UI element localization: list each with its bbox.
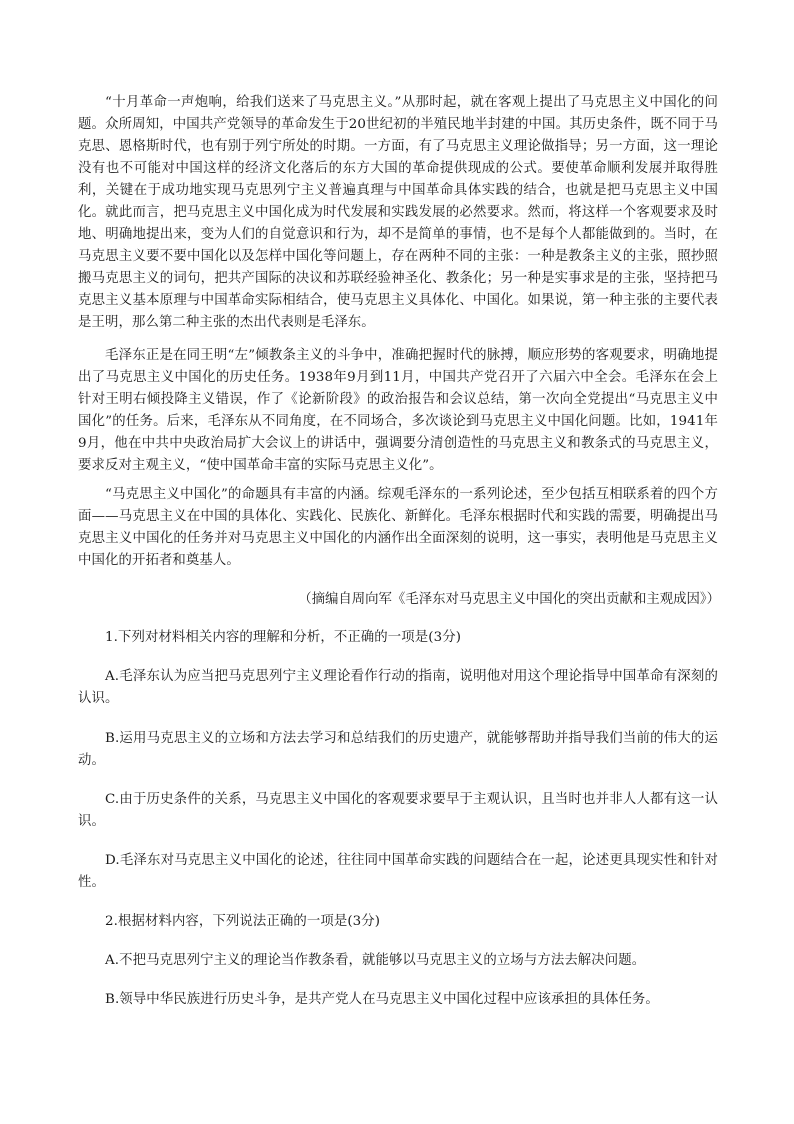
passage-paragraph-2: 毛泽东正是在同王明“左”倾教条主义的斗争中，准确把握时代的脉搏，顺应形势的客观要求，明确地提出了马克思主义中国化的历史任务。1938年9月到11月，中国共产党召开了六届六中全会。毛泽东在会上针对王明右倾投降主义错误，作了《论新阶段》的政治报告和会议总结，第一次向全党提出“马克思主义中国化”的任务。后来，毛泽东从不同角度，在不同场合，多次谈论到马克思主义中国化问题。比如，1941年9月，他在中共中央政治局扩大会议上的讲话中，强调要分清创造性的马克思主义和教条式的马克思主义，要求反对主观主义，“使中国革命丰富的实际马克思主义化”。 [78,348,718,473]
passage-paragraph-3: “马克思主义中国化”的命题具有丰富的内涵。综观毛泽东的一系列论述，至少包括互相联系着的四个方面——马克思主义在中国的具体化、实践化、民族化、新鲜化。毛泽东根据时代和实践的需要，明确提出马克思主义中国化的任务并对马克思主义中国化的内涵作出全面深刻的说明，这一事实，表明他是马克思主义中国化的开拓者和奠基人。 [78,487,718,568]
question-2-option-b: B.领导中华民族进行历史斗争，是共产党人在马克思主义中国化过程中应该承担的具体任务。 [105,992,659,1007]
question-1-stem: 1.下列对材料相关内容的理解和分析，不正确的一项是(3分) [105,630,462,645]
question-1-option-d: D.毛泽东对马克思主义中国化的论述，往往同中国革命实践的问题结合在一起，论述更具现实性和针对性。 [78,853,718,890]
question-1-option-a: A.毛泽东认为应当把马克思列宁主义理论看作行动的指南，说明他对用这个理论指导中国革命有深刻的认识。 [78,669,718,706]
question-2-option-a: A.不把马克思列宁主义的理论当作教条看，就能够以马克思主义的立场与方法去解决问题。 [105,953,646,968]
question-1-option-c: C.由于历史条件的关系，马克思主义中国化的客观要求要早于主观认识，且当时也并非人人都有这一认识。 [78,792,718,829]
question-1-option-b: B.运用马克思主义的立场和方法去学习和总结我们的历史遗产，就能够帮助并指导我们当前的伟大的运动。 [78,731,718,768]
passage-source-citation: （摘编自周向军《毛泽东对马克思主义中国化的突出贡献和主观成因》） [298,592,720,607]
passage-paragraph-1: “十月革命一声炮响，给我们送来了马克思主义。”从那时起，就在客观上提出了马克思主义中国化的问题。众所周知，中国共产党领导的革命发生于20世纪初的半殖民地半封建的中国。其历史条件，既不同于马克思、恩格斯时代，也有别于列宁所处的时期。一方面，有了马克思主义理论做指导；另一方面，这一理论没有也不可能对中国这样的经济文化落后的东方大国的革命提供现成的公式。要使革命顺利发展并取得胜利，关键在于成功地实现马克思列宁主义普遍真理与中国革命具体实践的结合，也就是把马克思主义中国化。就此而言，把马克思主义中国化成为时代发展和实践发展的必然要求。然而，将这样一个客观要求及时地、明确地提出来，变为人们的自觉意识和行为，却不是简单的事情，也不是每个人都能做到的。当时，在马克思主义要不要中国化以及怎样中国化等问题上，存在两种不同的主张：一种是教条主义的主张，照抄照搬马克思主义的词句，把共产国际的决议和苏联经验神圣化、教条化；另一种是实事求是的主张，坚持把马克思主义基本原理与中国革命实际相结合，使马克思主义具体化、中国化。如果说，第一种主张的主要代表是王明，那么第二种主张的杰出代表则是毛泽东。 [78,95,718,330]
question-2-stem: 2.根据材料内容，下列说法正确的一项是(3分) [105,914,381,929]
